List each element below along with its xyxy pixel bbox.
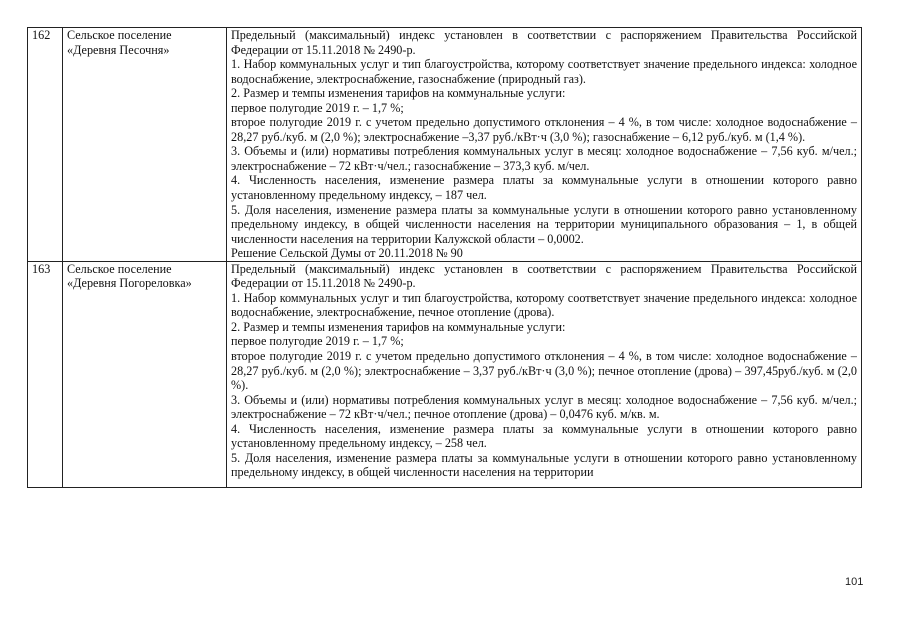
settlement-type: Сельское поселение xyxy=(67,261,172,276)
paragraph: 5. Доля населения, изменение размера платы за коммунальные услуги в отношении которого равно установленному предельному индексу, в общей численности населения на территории xyxy=(231,450,857,480)
paragraph: второе полугодие 2019 г. с учетом предельно допустимого отклонения – 4 %, в том числе: холодное водоснабжение – 28,27 руб./куб. м (2,0 %); электроснабжение – 3,37 руб./кВт·ч (3,0 %); печное отопление (дрова) – 397,45руб./куб. м (2,0 %). xyxy=(231,349,857,393)
paragraph: 2. Размер и темпы изменения тарифов на коммунальные услуги: xyxy=(231,86,566,101)
paragraph: 1. Набор коммунальных услуг и тип благоустройства, которому соответствует значение предельного индекса: холодное водоснабжение, электроснабжение, газоснабжение (природный газ). xyxy=(231,57,857,86)
settlement-name xyxy=(63,28,227,262)
settlement-title: «Деревня Песочня» xyxy=(67,42,170,57)
settlement-title: «Деревня Погореловка» xyxy=(67,276,192,291)
paragraph: первое полугодие 2019 г. – 1,7 %; xyxy=(231,100,404,115)
row-number: 162 xyxy=(28,28,63,262)
index-description xyxy=(227,28,862,262)
paragraph: 5. Доля населения, изменение размера платы за коммунальные услуги в отношении которого равно установленному предельному индексу, в общей численности населения на территории муниципального образования – 1, в общей численности населения на территории Калужской области – 0,0002. xyxy=(231,202,857,246)
table-row xyxy=(28,28,862,262)
settlement-type: Сельское поселение xyxy=(67,28,172,42)
settlement-name xyxy=(63,261,227,487)
paragraph: 1. Набор коммунальных услуг и тип благоустройства, которому соответствует значение предельного индекса: холодное водоснабжение, электроснабжение, печное отопление (дрова). xyxy=(231,290,857,320)
paragraph: 3. Объемы и (или) нормативы потребления коммунальных услуг в месяц: холодное водоснабжение – 7,56 куб. м/чел.; электроснабжение – 72 кВт·ч/чел.; газоснабжение – 373,3 куб. м/чел. xyxy=(231,144,857,173)
page-number: 101 xyxy=(845,576,864,588)
paragraph: Предельный (максимальный) индекс установлен в соответствии с распоряжением Правительства Российской Федерации от 15.11.2018 № 2490-р. xyxy=(231,28,857,57)
paragraph: 3. Объемы и (или) нормативы потребления коммунальных услуг в месяц: холодное водоснабжение – 7,56 куб. м/чел.; электроснабжение – 72 кВт·ч/чел.; печное отопление (дрова) – 0,0476 куб. м/кв. м. xyxy=(231,392,857,422)
decision-reference: Решение Сельской Думы от 20.11.2018 № 90 xyxy=(231,246,463,261)
register-table xyxy=(27,27,862,488)
paragraph: Предельный (максимальный) индекс установлен в соответствии с распоряжением Правительства Российской Федерации от 15.11.2018 № 2490-р. xyxy=(231,261,857,291)
paragraph: второе полугодие 2019 г. с учетом предельно допустимого отклонения – 4 %, в том числе: холодное водоснабжение – 28,27 руб./куб. м (2,0 %); электроснабжение –3,37 руб./кВт·ч (3,0 %); газоснабжение – 6,12 руб./куб. м (1,4 %). xyxy=(231,115,857,144)
paragraph: 4. Численность населения, изменение размера платы за коммунальные услуги в отношении которого равно установленному предельному индексу, – 258 чел. xyxy=(231,421,857,451)
row-number: 163 xyxy=(28,261,63,487)
description-clip xyxy=(231,262,857,487)
index-description xyxy=(227,261,862,487)
table-row xyxy=(28,261,862,487)
paragraph: 4. Численность населения, изменение размера платы за коммунальные услуги в отношении которого равно установленному предельному индексу, – 187 чел. xyxy=(231,173,857,203)
paragraph: 2. Размер и темпы изменения тарифов на коммунальные услуги: xyxy=(231,319,566,334)
paragraph: первое полугодие 2019 г. – 1,7 %; xyxy=(231,334,404,349)
